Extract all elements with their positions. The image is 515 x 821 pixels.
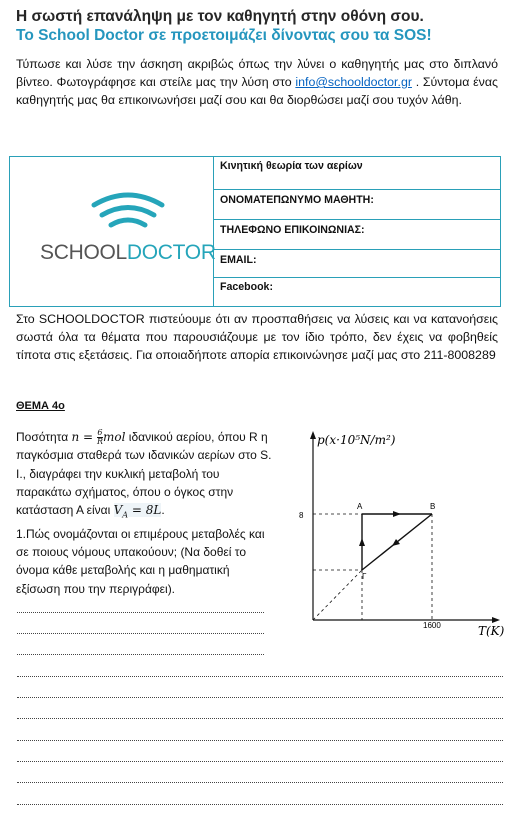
answer-line[interactable] [17, 740, 503, 741]
answer-line[interactable] [17, 804, 503, 805]
answer-line[interactable] [17, 654, 264, 655]
problem-text [16, 428, 274, 598]
intro-text-after: . Σύντομα ένας καθηγητής μας θα επικοινωνήσει μαζί σου και θα διορθώσει μαζί σου τυχόν λάθη. [16, 75, 498, 107]
question-1: 1.Πώς ονομάζονται οι επιμέρους μεταβολές και σε ποιους νόμους υπακούουν; (Να δοθεί το όνομα κάθε μεταβολής και η μαθηματική εξίσωση που την περιγράφει). [16, 526, 265, 596]
answer-line[interactable] [17, 697, 503, 698]
x-tick-label: 1600 [423, 621, 441, 630]
answer-line[interactable] [17, 761, 503, 762]
logo-wordmark [40, 241, 216, 265]
header-subtitle: To School Doctor σε προετοιμάζει δίνοντας σου τα SOS! [16, 27, 432, 44]
va-symbol: V [113, 503, 123, 518]
n-lhs: n = [71, 430, 94, 444]
va-formula [113, 503, 165, 520]
answer-line[interactable] [17, 633, 264, 634]
x-axis-label: T(K) [478, 624, 505, 638]
answer-line[interactable] [17, 718, 503, 719]
arrow-up-icon [359, 538, 365, 546]
facebook-field[interactable]: Facebook: [220, 281, 273, 293]
phone-field[interactable]: ΤΗΛΕΦΩΝΟ ΕΠΙΚΟΙΝΩΝΙΑΣ: [214, 220, 501, 250]
problem-period: . [161, 503, 165, 518]
answer-line[interactable] [17, 782, 503, 783]
pt-diagram [295, 425, 510, 645]
n-denominator: R [96, 437, 103, 446]
va-subscript: A [122, 510, 129, 520]
problem-intro: Ποσότητα [16, 430, 69, 444]
section-title: ΘΕΜΑ 4ο [16, 400, 65, 412]
y-axis-label: p(x·10⁵N/m²) [317, 433, 396, 447]
n-unit: mol [102, 430, 126, 444]
student-name-field[interactable]: ΟΝΟΜΑΤΕΠΩΝΥΜΟ ΜΑΘΗΤΗ: [214, 190, 501, 220]
y-tick-label: 8 [299, 511, 304, 520]
y-axis-arrow-icon [310, 431, 316, 439]
n-formula [72, 430, 126, 444]
logo-school: SCHOOL [40, 241, 127, 264]
answer-line[interactable] [17, 612, 264, 613]
point-g-label: Γ [362, 572, 367, 581]
point-a-label: A [357, 502, 363, 511]
email-field[interactable]: EMAIL: [214, 250, 501, 278]
arrow-right-icon [393, 511, 401, 517]
header-title: Η σωστή επανάληψη με τον καθηγητή στην οθόνη σου. [16, 8, 424, 25]
student-info-card [9, 156, 501, 307]
intro-text-before: Τύπωσε και λύσε την άσκηση ακριβώς όπως την λύνει ο καθηγητής μας στο διπλανό βίντεο. Φωτογράφησε και στείλε μας την λύση στο [16, 57, 498, 89]
logo-cell [10, 157, 214, 306]
info-paragraph: Στο SCHOOLDOCTOR πιστεύουμε ότι αν προσπαθήσεις να λύσεις και να κατανοήσεις σωστά όλα τα θέματα που παρουσιάζουμε με τον ίδιο τρόπο, δεν έχεις να φοβηθείς τίποτα στις εξετάσεις. Για οποιαδήποτε απορία επικοινώνησε μαζί μας στο 211-8008289 [16, 312, 498, 362]
n-numerator: 6 [97, 428, 103, 437]
email-link[interactable]: info@schooldoctor.gr [295, 75, 412, 89]
dashed-line-origin [313, 570, 362, 620]
point-b-label: B [430, 502, 436, 511]
wifi-logo-icon [10, 157, 213, 306]
logo-doctor: DOCTOR [126, 241, 216, 264]
answer-line[interactable] [17, 676, 503, 677]
x-axis-arrow-icon [492, 617, 500, 623]
problem-description: ιδανικού αερίου, όπου R η παγκόσμια σταθερά των ιδανικών αερίων στο S. I., διαγράφει την κυκλική μεταβολή του παρακάτω σχήματος, όπου ο όγκος στην κατάσταση Α είναι [16, 430, 272, 518]
intro-paragraph [16, 55, 498, 109]
topic-row: Κινητική θεωρία των αερίων [214, 157, 501, 190]
va-value: = 8L [128, 503, 162, 518]
